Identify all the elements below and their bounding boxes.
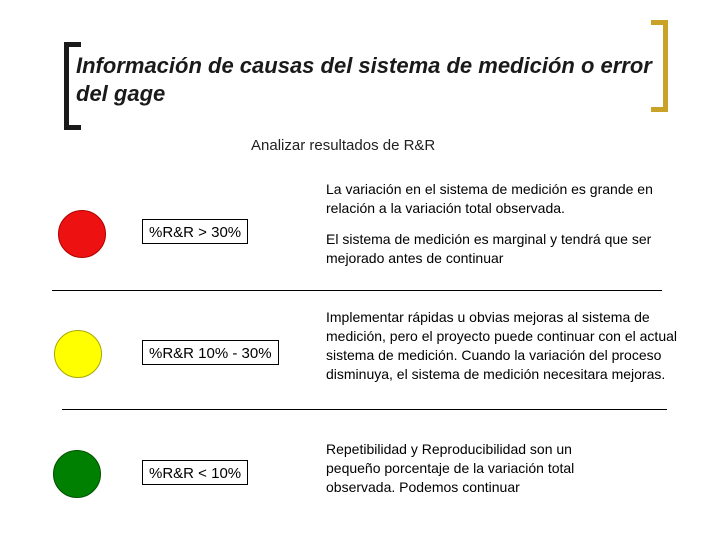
level-label-medium: %R&R 10% - 30% xyxy=(142,340,279,365)
divider-2 xyxy=(62,409,667,410)
level-low-description: Repetibilidad y Reproducibilidad son un pequeño porcentaje de la variación total observada. Podemos continuar xyxy=(326,441,575,495)
level-label-high: %R&R > 30% xyxy=(142,219,248,244)
divider-1 xyxy=(52,290,662,291)
slide-subtitle: Analizar resultados de R&R xyxy=(251,137,436,154)
green-light-icon xyxy=(53,450,101,498)
level-label-low: %R&R < 10% xyxy=(142,460,248,485)
level-high-description-2: El sistema de medición es marginal y tendrá que ser mejorado antes de continuar xyxy=(326,231,652,266)
red-light-icon xyxy=(58,210,106,258)
level-medium-description: Implementar rápidas u obvias mejoras al sistema de medición, pero el proyecto puede continuar con el actual sistema de medición. Cuando la variación del proceso disminuya, el sistema de medición necesitara mejoras. xyxy=(326,309,677,382)
yellow-light-icon xyxy=(54,330,102,378)
level-high-description-1: La variación en el sistema de medición es grande en relación a la variación total observada. xyxy=(326,181,653,216)
slide-title: Información de causas del sistema de medición o error del gage xyxy=(76,53,652,106)
